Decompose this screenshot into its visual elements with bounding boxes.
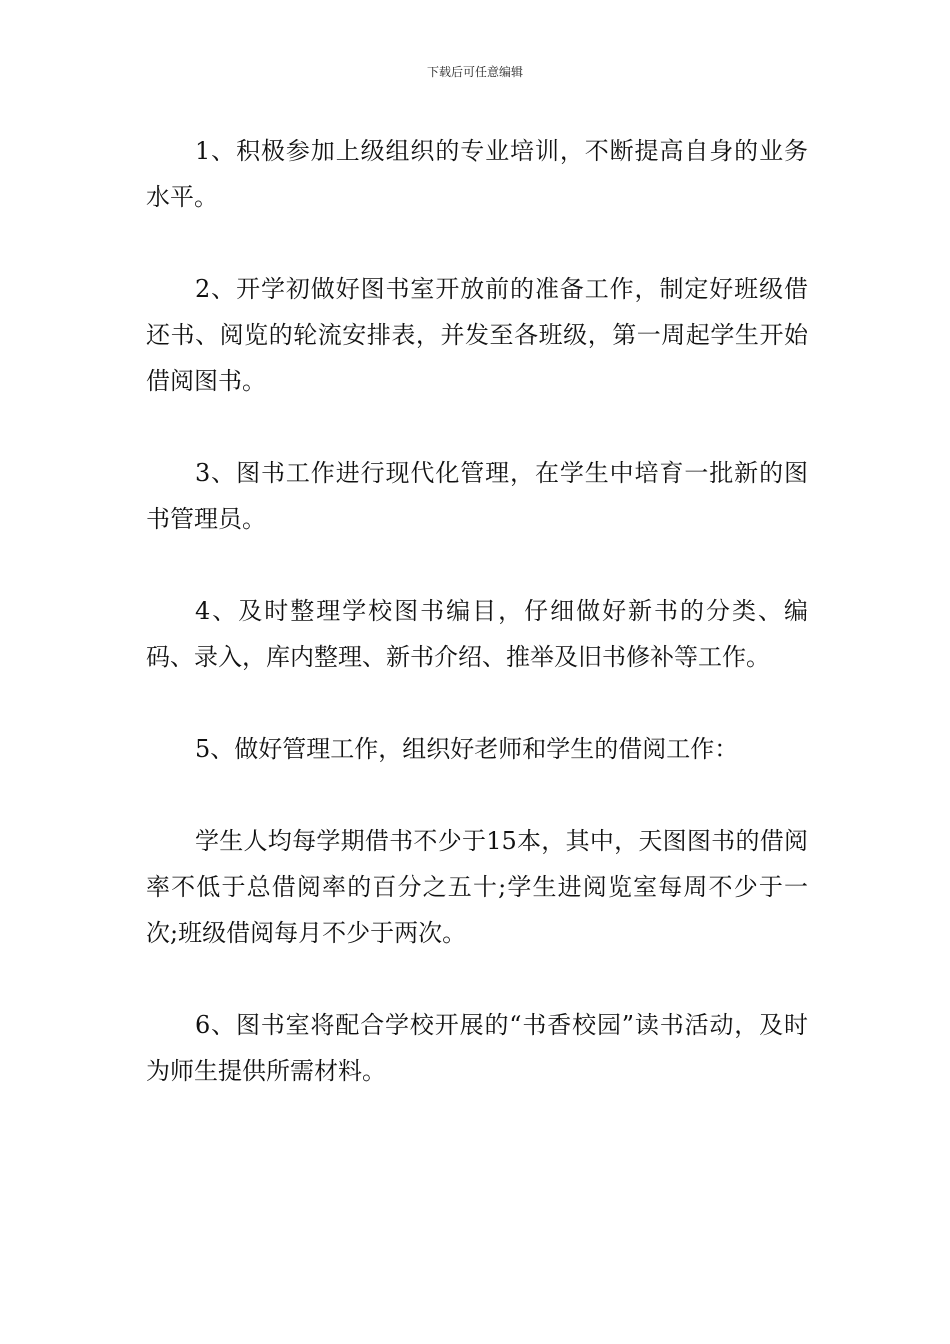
paragraph-7: 6、图书室将配合学校开展的“书香校园”读书活动，及时为师生提供所需材料。 — [146, 1011, 808, 1085]
document-body — [146, 128, 808, 1140]
paragraph-3: 3、图书工作进行现代化管理，在学生中培育一批新的图书管理员。 — [146, 459, 808, 533]
paragraph-2: 2、开学初做好图书室开放前的准备工作，制定好班级借还书、阅览的轮流安排表，并发至各班级，第一周起学生开始借阅图书。 — [146, 275, 808, 395]
paragraph-6: 学生人均每学期借书不少于15本，其中，天图图书的借阅率不低于总借阅率的百分之五十;学生进阅览室每周不少于一次;班级借阅每月不少于两次。 — [146, 827, 808, 947]
paragraph-5: 5、做好管理工作，组织好老师和学生的借阅工作： — [195, 735, 739, 763]
paragraph-4: 4、及时整理学校图书编目，仔细做好新书的分类、编码、录入，库内整理、新书介绍、推举及旧书修补等工作。 — [146, 597, 808, 671]
paragraph-1: 1、积极参加上级组织的专业培训，不断提高自身的业务水平。 — [146, 137, 808, 211]
page-header: 下载后可任意编辑 — [426, 65, 523, 79]
